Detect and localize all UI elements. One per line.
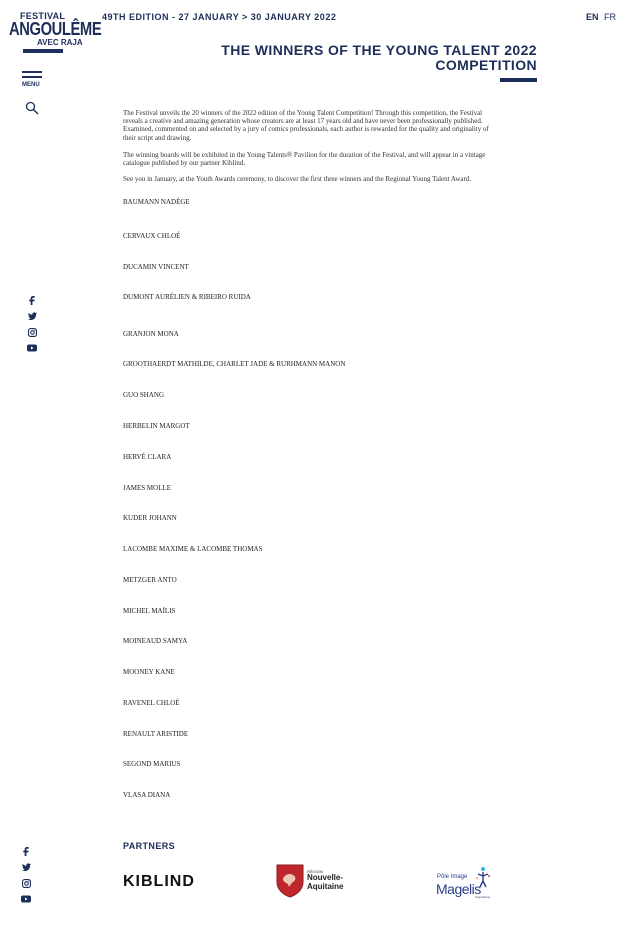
kiblind-logo[interactable]: KIBLIND (123, 873, 195, 890)
instagram-icon (22, 879, 31, 888)
youtube-icon (21, 895, 31, 903)
magelis-name: Magelis (436, 881, 481, 897)
logo-line-angouleme: ANGOULÊME (9, 19, 102, 39)
youtube-icon (27, 344, 37, 352)
magelis-subtitle: Pôle Image (437, 874, 468, 880)
facebook-link[interactable] (27, 295, 37, 305)
winner-name: SEGOND MARIUS (123, 760, 181, 768)
hamburger-icon (22, 71, 42, 73)
region-shield-icon (276, 864, 304, 898)
winner-name: RENAULT ARISTIDE (123, 730, 189, 738)
title-underline (500, 78, 537, 82)
partners-heading: PARTNERS (123, 841, 176, 851)
facebook-icon (29, 296, 35, 305)
winner-name: DUMONT AURÉLIEN & RIBEIRO RUIDA (123, 293, 251, 301)
nouvelle-aquitaine-logo[interactable] (274, 864, 354, 900)
winner-name: HERBELIN MARGOT (123, 422, 190, 430)
magelis-logo[interactable] (434, 864, 504, 900)
twitter-link[interactable] (27, 311, 37, 321)
region-name-line2: Aquitaine (307, 882, 344, 891)
search-icon (25, 101, 39, 115)
search-button[interactable] (25, 101, 39, 115)
magelis-city: Angoulême (475, 895, 491, 899)
twitter-icon (22, 863, 31, 871)
youtube-link[interactable] (27, 343, 37, 353)
logo-underline (23, 49, 63, 53)
logo-line-raja: AVEC RAJA (37, 38, 83, 47)
region-label: RÉGION (307, 869, 323, 874)
twitter-link-footer[interactable] (21, 862, 31, 872)
winner-name: MOINEAUD SAMYA (123, 637, 188, 645)
region-name-line1: Nouvelle- (307, 873, 344, 882)
facebook-icon (23, 847, 29, 856)
winner-name: VLASA DIANA (123, 791, 171, 799)
intro-paragraph: See you in January, at the Youth Awards ceremony, to discover the first three winners and the Regional Young Talent Award. (123, 175, 472, 183)
winner-name: GRANJON MONA (123, 330, 179, 338)
language-en-link[interactable]: EN (586, 12, 599, 22)
winner-name: GROOTHAERDT MATHILDE, CHARLET JADE & RURHMANN MANON (123, 360, 346, 368)
winner-name: BAUMANN NADÈGE (123, 198, 190, 206)
winner-name: HERVÉ CLARA (123, 453, 172, 461)
logo-line-festival: FESTIVAL (20, 11, 66, 21)
winner-name: DUCAMIN VINCENT (123, 263, 189, 271)
twitter-icon (28, 312, 37, 320)
instagram-icon (28, 328, 37, 337)
edition-dates: 49TH EDITION - 27 JANUARY > 30 JANUARY 2022 (102, 12, 337, 22)
winner-name: MICHEL MAÏLIS (123, 607, 176, 615)
instagram-link[interactable] (27, 327, 37, 337)
winner-name: KUDER JOHANN (123, 514, 177, 522)
page-title: THE WINNERS OF THE YOUNG TALENT 2022 COMPETITION (221, 42, 537, 73)
facebook-link-footer[interactable] (21, 846, 31, 856)
intro-paragraph: The Festival unveils the 20 winners of the 2022 edition of the Young Talent Competition! Through this competition, the Festival reveals a creative and amazing generation whose creators are at least 17 years old and have never been professionally published. Examined, commented on and selected by a jury of comics professionals, each author is rewarded for the quality and originality of their script and drawing. (123, 109, 489, 142)
winner-name: RAVENEL CHLOÉ (123, 699, 180, 707)
winner-name: GUO SHANG (123, 391, 165, 399)
intro-paragraph: The winning boards will be exhibited in the Young Talents® Pavilion for the duration of the Festival, and will appear in a vintage catalogue published by our partner Kiblind. (123, 151, 486, 168)
winner-name: MOONEY KANE (123, 668, 175, 676)
winner-name: CERVAUX CHLOÉ (123, 232, 181, 240)
festival-logo[interactable] (9, 11, 102, 55)
menu-label: MENU (22, 82, 40, 88)
language-fr-link[interactable]: FR (604, 12, 616, 22)
winner-name: JAMES MOLLE (123, 484, 172, 492)
winner-name: METZGER ANTO (123, 576, 177, 584)
winner-name: LACOMBE MAXIME & LACOMBE THOMAS (123, 545, 263, 553)
region-name (307, 873, 343, 891)
hamburger-icon-line (22, 76, 42, 78)
youtube-link-footer[interactable] (21, 894, 31, 904)
instagram-link-footer[interactable] (21, 878, 31, 888)
